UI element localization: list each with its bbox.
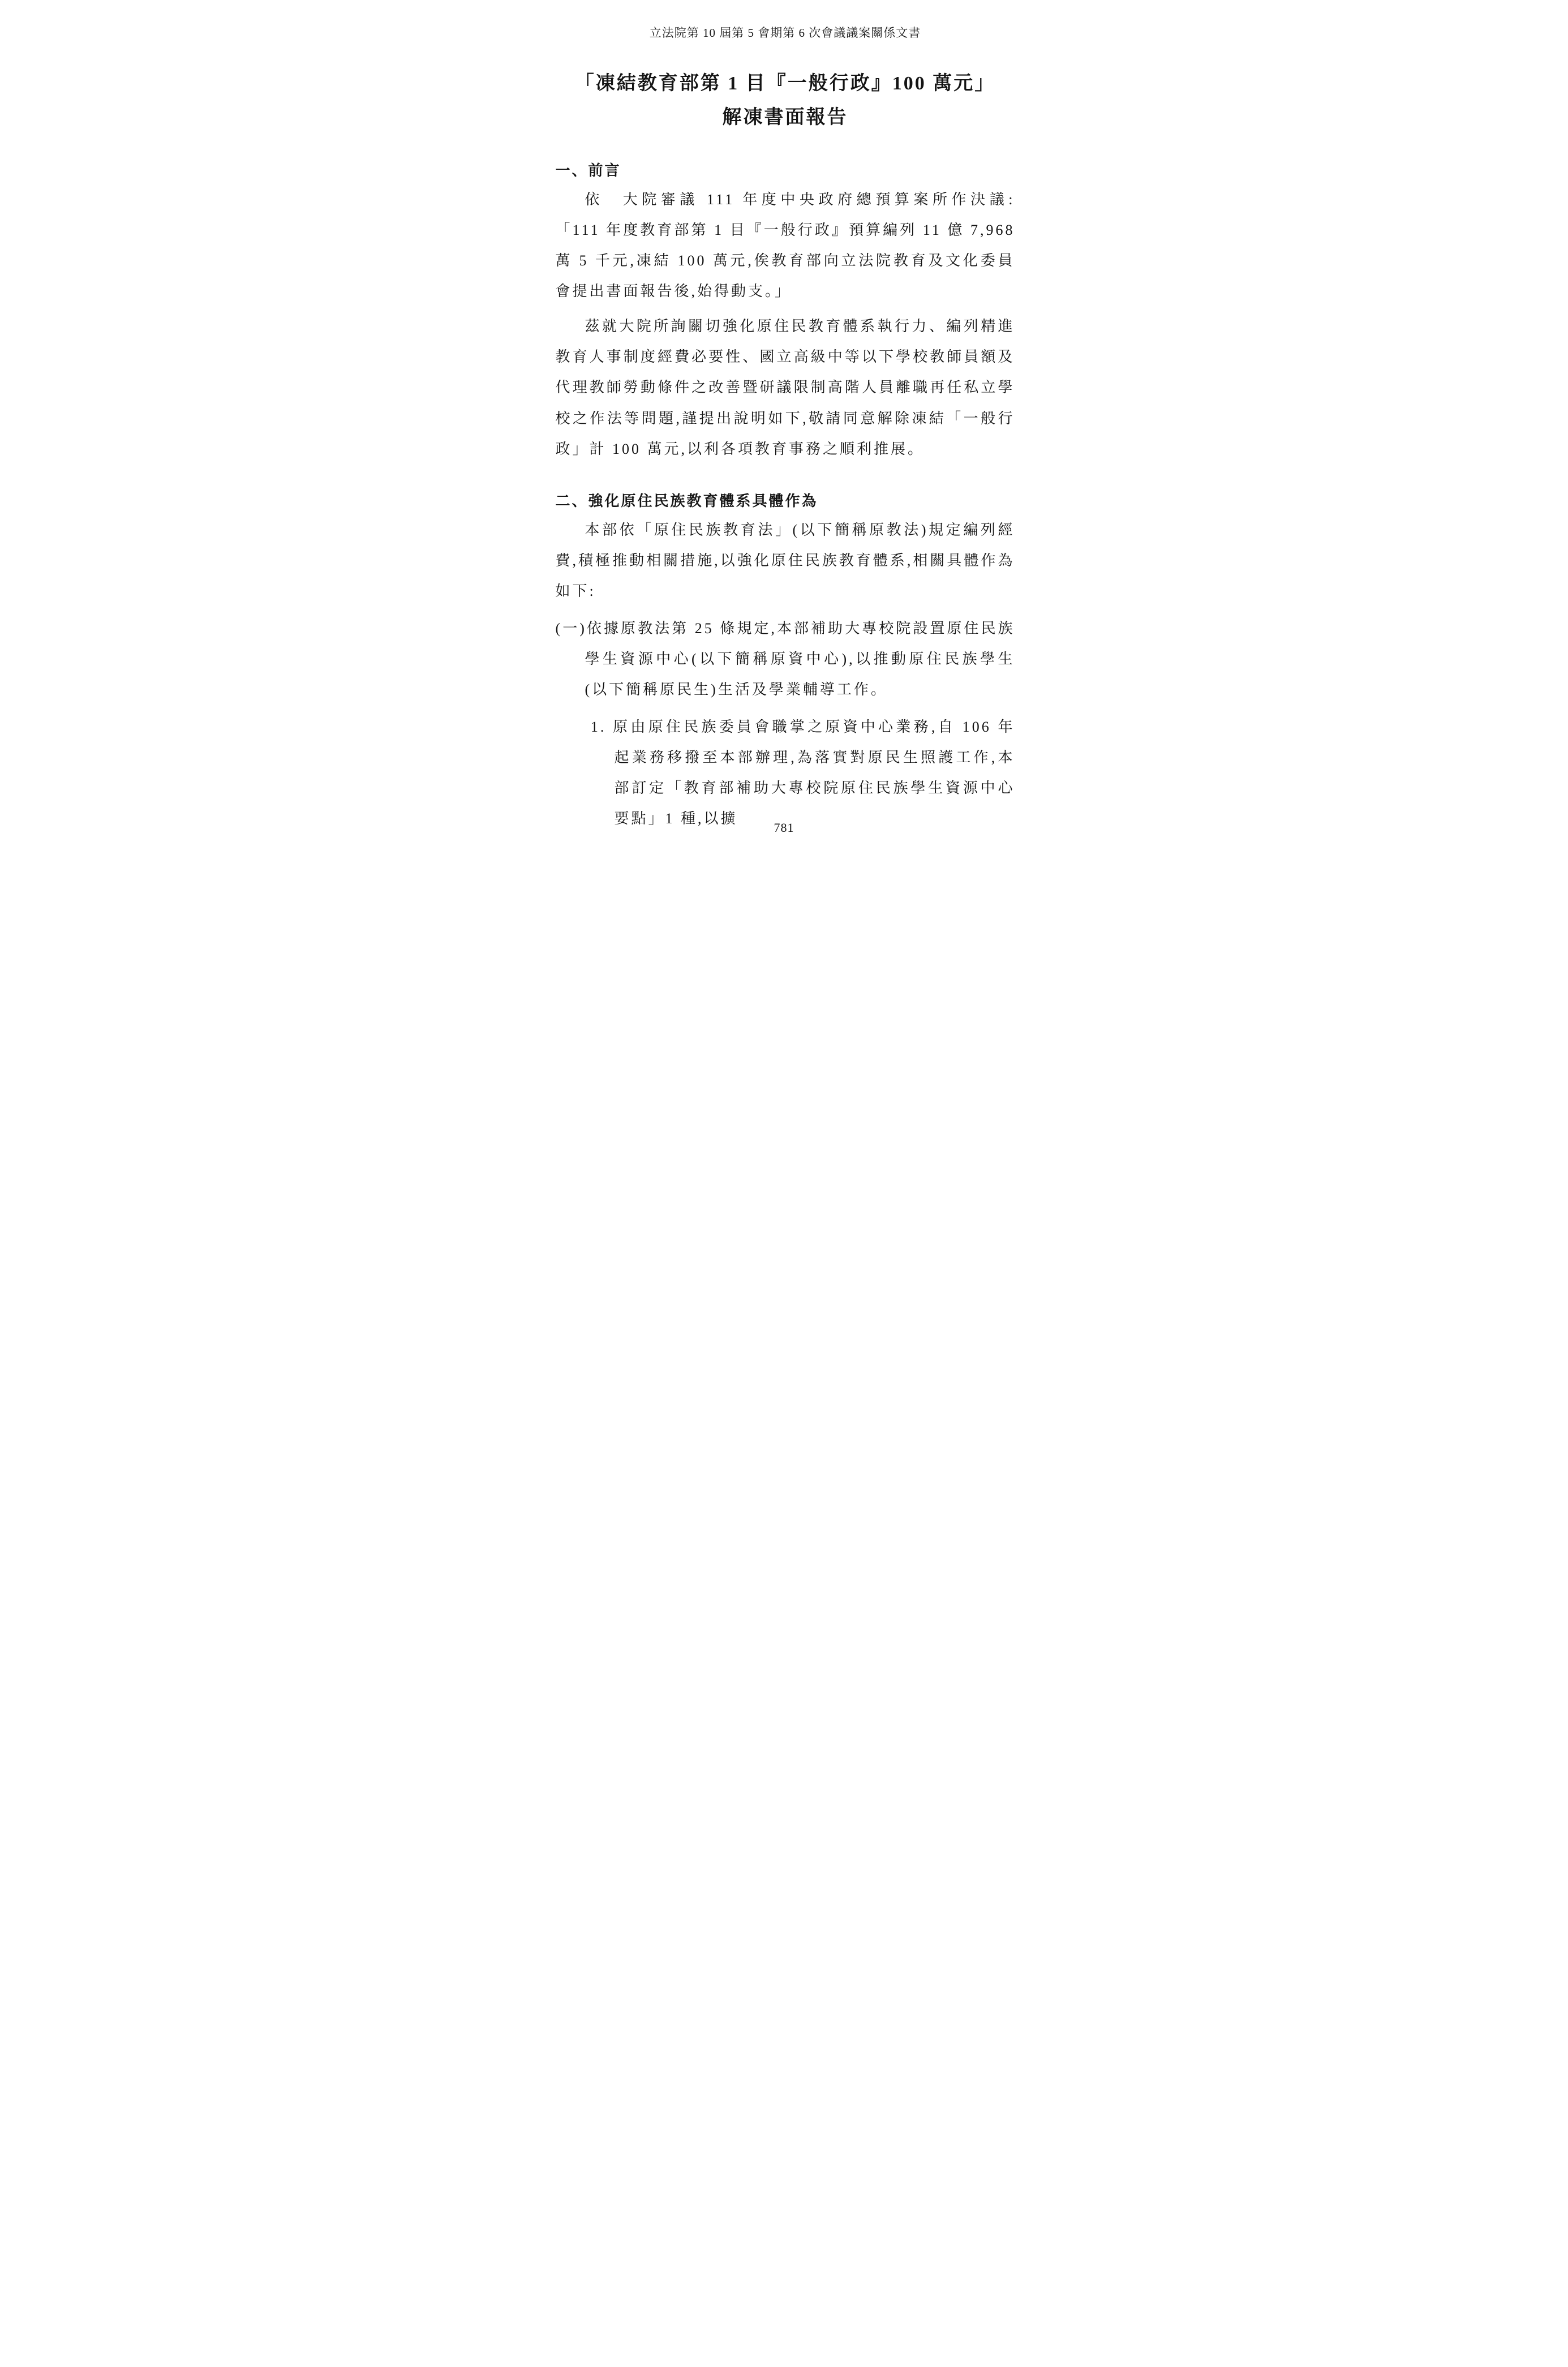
section-2-paragraph-1: 本部依「原住民族教育法」(以下簡稱原教法)規定編列經費,積極推動相關措施,以強化原住民族教育體系,相關具體作為如下: — [555, 521, 1015, 599]
document-header: 立法院第 10 屆第 5 會期第 6 次會議議案關係文書 — [649, 26, 921, 40]
section-1-paragraph-2: 茲就大院所詢關切強化原住民教育體系執行力、編列精進教育人事制度經費必要性、國立高級中等以下學校教師員額及代理教師勞動條件之改善暨研議限制高階人員離職再任私立學校之作法等問題,謹提出說明如下,敬請同意解除凍結「一般行政」計 100 萬元,以利各項教育事務之順利推展。 — [555, 318, 1015, 457]
section-1-heading: 一、前言 — [555, 162, 621, 179]
title-line-2: 解凍書面報告 — [722, 106, 848, 128]
section-1-paragraph-1: 依 大院審議 111 年度中央政府總預算案所作決議:「111 年度教育部第 1 目『一般行政』預算編列 11 億 7,968 萬 5 千元,凍結 100 萬元,俟教育部向立法院教育及文化委員會提出書面報告後,始得動支。」 — [555, 191, 1015, 300]
section-2-item-1: (一)依據原教法第 25 條規定,本部補助大專校院設置原住民族學生資源中心(以下簡稱原資中心),以推動原住民族學生(以下簡稱原民生)生活及學業輔導工作。 — [555, 620, 1015, 698]
page-number: 781 — [774, 820, 794, 835]
document-page — [501, 0, 1067, 854]
section-2-item-1-subitem-1: 1. 原由原住民族委員會職掌之原資中心業務,自 106 年起業務移撥至本部辦理,為落實對原民生照護工作,本部訂定「教育部補助大專校院原住民族學生資源中心要點」1 種,以擴 — [590, 719, 1015, 827]
title-line-1: 「凍結教育部第 1 目『一般行政』100 萬元」 — [574, 73, 996, 94]
document-title — [556, 67, 1015, 134]
section-2-heading: 二、強化原住民族教育體系具體作為 — [555, 492, 818, 509]
